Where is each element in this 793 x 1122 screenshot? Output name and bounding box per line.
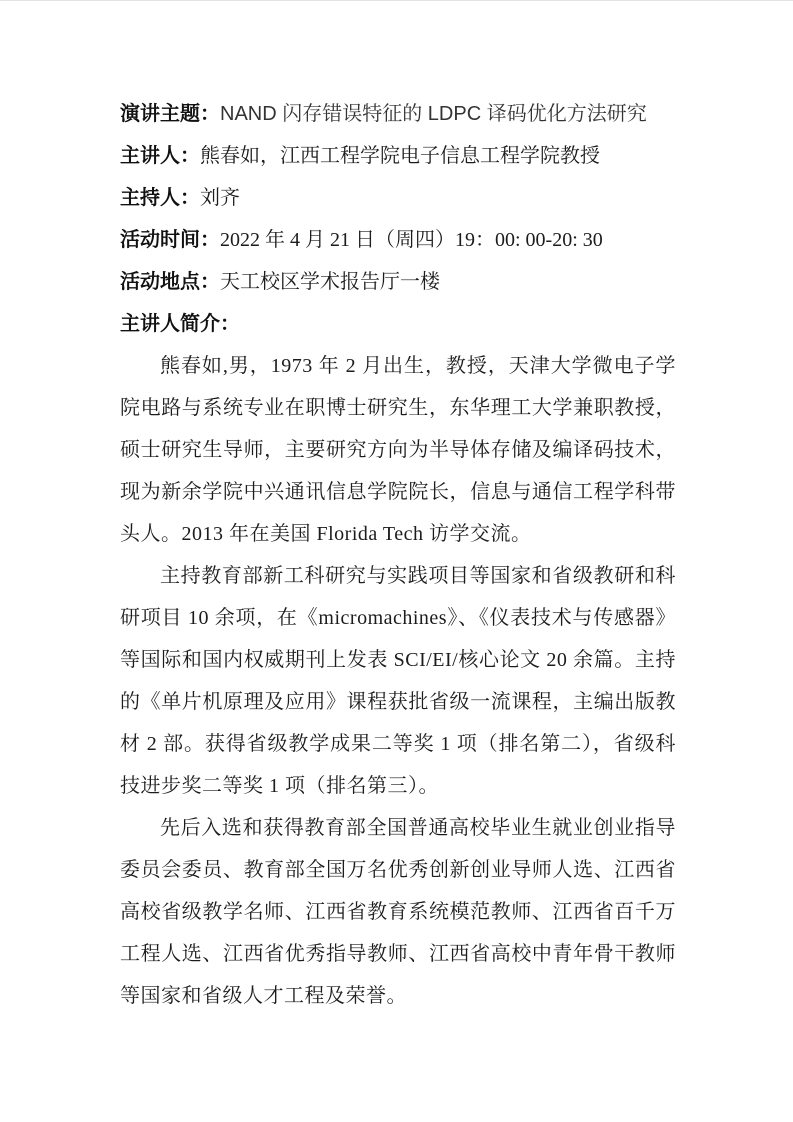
time-value: 2022 年 4 月 21 日（周四）19：00: 00-20: 30 bbox=[220, 229, 603, 251]
location-label: 活动地点： bbox=[120, 271, 220, 293]
topic-label: 演讲主题： bbox=[120, 103, 220, 125]
meta-line-bio-heading bbox=[120, 303, 676, 345]
meta-line-host bbox=[120, 177, 676, 219]
bio-heading-label: 主讲人简介： bbox=[120, 313, 240, 335]
meta-line-time bbox=[120, 219, 676, 261]
host-value: 刘齐 bbox=[200, 187, 240, 209]
meta-line-topic bbox=[120, 93, 676, 135]
speaker-value: 熊春如，江西工程学院电子信息工程学院教授 bbox=[200, 145, 600, 167]
bio-paragraph-3: 先后入选和获得教育部全国普通高校毕业生就业创业指导委员会委员、教育部全国万名优秀创新创业导师人选、江西省高校省级教学名师、江西省教育系统模范教师、江西省百千万工程人选、江西省优秀指导教师、江西省高校中青年骨干教师等国家和省级人才工程及荣誉。 bbox=[120, 817, 676, 1007]
meta-line-speaker bbox=[120, 135, 676, 177]
bio-paragraph-1: 熊春如,男，1973 年 2 月出生，教授，天津大学微电子学院电路与系统专业在职博士研究生，东华理工大学兼职教授，硕士研究生导师，主要研究方向为半导体存储及编译码技术，现为新余学院中兴通讯信息学院院长，信息与通信工程学科带头人。2013 年在美国 Florida Tech 访学交流。 bbox=[120, 355, 676, 545]
speaker-label: 主讲人： bbox=[120, 145, 200, 167]
time-label: 活动时间： bbox=[120, 229, 220, 251]
bio-paragraph-2: 主持教育部新工科研究与实践项目等国家和省级教研和科研项目 10 余项，在《micromachines》、《仪表技术与传感器》等国际和国内权威期刊上发表 SCI/EI/核心论文 20 余篇。主持的《单片机原理及应用》课程获批省级一流课程，主编出版教材 2 部。获得省级教学成果二等奖 1 项（排名第二），省级科技进步奖二等奖 1 项（排名第三）。 bbox=[120, 565, 676, 797]
topic-value: NAND 闪存错误特征的 LDPC 译码优化方法研究 bbox=[220, 103, 647, 125]
location-value: 天工校区学术报告厅一楼 bbox=[220, 271, 440, 293]
meta-line-location bbox=[120, 261, 676, 303]
host-label: 主持人： bbox=[120, 187, 200, 209]
